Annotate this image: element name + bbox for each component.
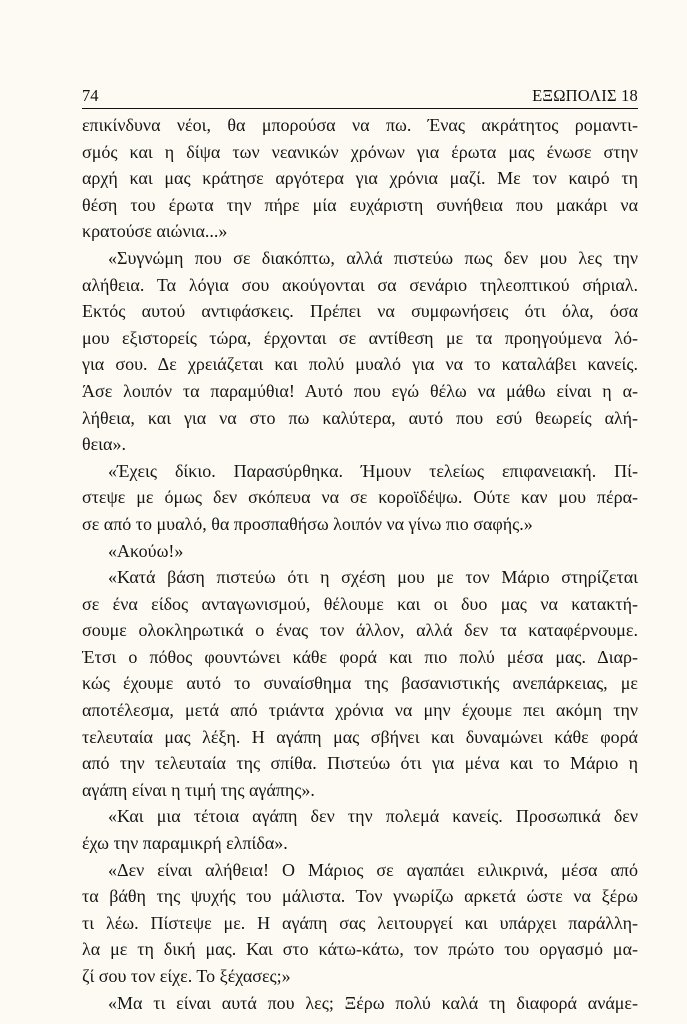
text-line: «Ακούω!» (108, 540, 184, 561)
text-line: έχω την παραμικρή ελπίδα». (82, 833, 288, 854)
text-line: σουμε ολοκληρωτικά ο ένας τον άλλον, αλλά δεν τα καταφέρνουμε. (82, 620, 638, 641)
text-line: Έτσι ο πόθος φουντώνει κάθε φορά και πιο πολύ μέσα μας. Διαρ- (82, 646, 638, 667)
text-line: αλήθεια. Τα λόγια σου ακούγονται σα σενάριο τηλεοπτικού σήριαλ. (82, 274, 638, 295)
text-line: θεια». (82, 434, 126, 455)
text-line: σμός και η δίψα των νεανικών χρόνων για έρωτα μας ένωσε στην (82, 141, 638, 162)
text-line: αγάπη είναι η τιμή της αγάπης». (82, 779, 315, 800)
text-line: κώς έχουμε αυτό το συναίσθημα της βασανιστικής ανεπάρκειας, με (82, 673, 638, 694)
text-line: Εκτός αυτού αντιφάσκεις. Πρέπει να συμφωνήσεις ότι όλα, όσα (82, 301, 638, 322)
text-line: θέση του έρωτα την πήρε μία ευχάριστη συνήθεια που μακάρι να (82, 194, 638, 215)
text-line: «Και μια τέτοια αγάπη δεν την πολεμά κανείς. Προσωπικά δεν (108, 806, 638, 827)
text-line: από την τελευταία της σπίθα. Πιστεύω ότι για μένα και το Μάριο η (82, 753, 638, 774)
text-line: μου εξιστορείς τώρα, έρχονται σε αντίθεση με τα προηγούμενα λό- (82, 327, 638, 348)
text-line: τα βάθη της ψυχής του μάλιστα. Τον γνωρίζω αρκετά ώστε να ξέρω (82, 886, 638, 907)
text-line: ζί σου τον είχε. Το ξέχασες;» (82, 966, 291, 986)
text-line: λα με τη δική μας. Και στο κάτω-κάτω, τον πρώτο του οργασμό μα- (82, 939, 638, 960)
text-line: επικίνδυνα νέοι, θα μπορούσα να πω. Ένας ακράτητος ρομαντι- (82, 115, 638, 135)
text-line: «Δεν είναι αλήθεια! Ο Μάριος σε αγαπάει ειλικρινά, μέσα από (108, 859, 638, 880)
journal-title: ΕΞΩΠΟΛΙΣ 18 (532, 86, 638, 105)
text-line: στεψε με όμως δεν σκόπευα να σε κοροϊδέψω. Ούτε καν μου πέρα- (82, 487, 638, 508)
text-line: «Κατά βάση πιστεύω ότι η σχέση μου με τον Μάριο στηρίζεται (108, 567, 638, 588)
text-line: τι λέω. Πίστεψε με. Η αγάπη σας λειτουργεί και υπάρχει παράλλη- (82, 912, 638, 933)
text-line: «Μα τι είναι αυτά που λες; Ξέρω πολύ καλά τη διαφορά ανάμε- (108, 992, 638, 1013)
page-number: 74 (82, 86, 99, 105)
text-line: σε ένα είδος ανταγωνισμού, θέλουμε και οι δυο μας να κατακτή- (82, 593, 638, 614)
text-line: αρχή και μας κράτησε αργότερα για χρόνια μαζί. Με τον καιρό τη (82, 168, 638, 189)
text-line: σε από το μυαλό, θα προσπαθήσω λοιπόν να γίνω πιο σαφής.» (82, 513, 533, 534)
text-line: «Συγνώμη που σε διακόπτω, αλλά πιστεύω πως δεν μου λες την (108, 247, 638, 268)
text-line: λήθεια, και για να στο πω καλύτερα, αυτό που εσύ θεωρείς αλή- (82, 407, 638, 428)
text-line: για σου. Δε χρειάζεται και πολύ μυαλό για να το καταλάβει κανείς. (82, 354, 638, 375)
text-line: «Έχεις δίκιο. Παρασύρθηκα. Ήμουν τελείως επιφανειακή. Πί- (108, 460, 638, 481)
text-line: Άσε λοιπόν τα παραμύθια! Αυτό που εγώ θέλω να μάθω είναι η α- (82, 380, 638, 401)
running-header (82, 84, 638, 109)
text-line: κρατούσε αιώνια...» (82, 221, 228, 242)
body-text (82, 112, 638, 1016)
text-line: τελευταία μας λέξη. Η αγάπη μας σβήνει και δυναμώνει κάθε φορά (82, 726, 638, 747)
text-line: αποτέλεσμα, μετά από τριάντα χρόνια να μην έχουμε πει ακόμη την (82, 700, 638, 721)
